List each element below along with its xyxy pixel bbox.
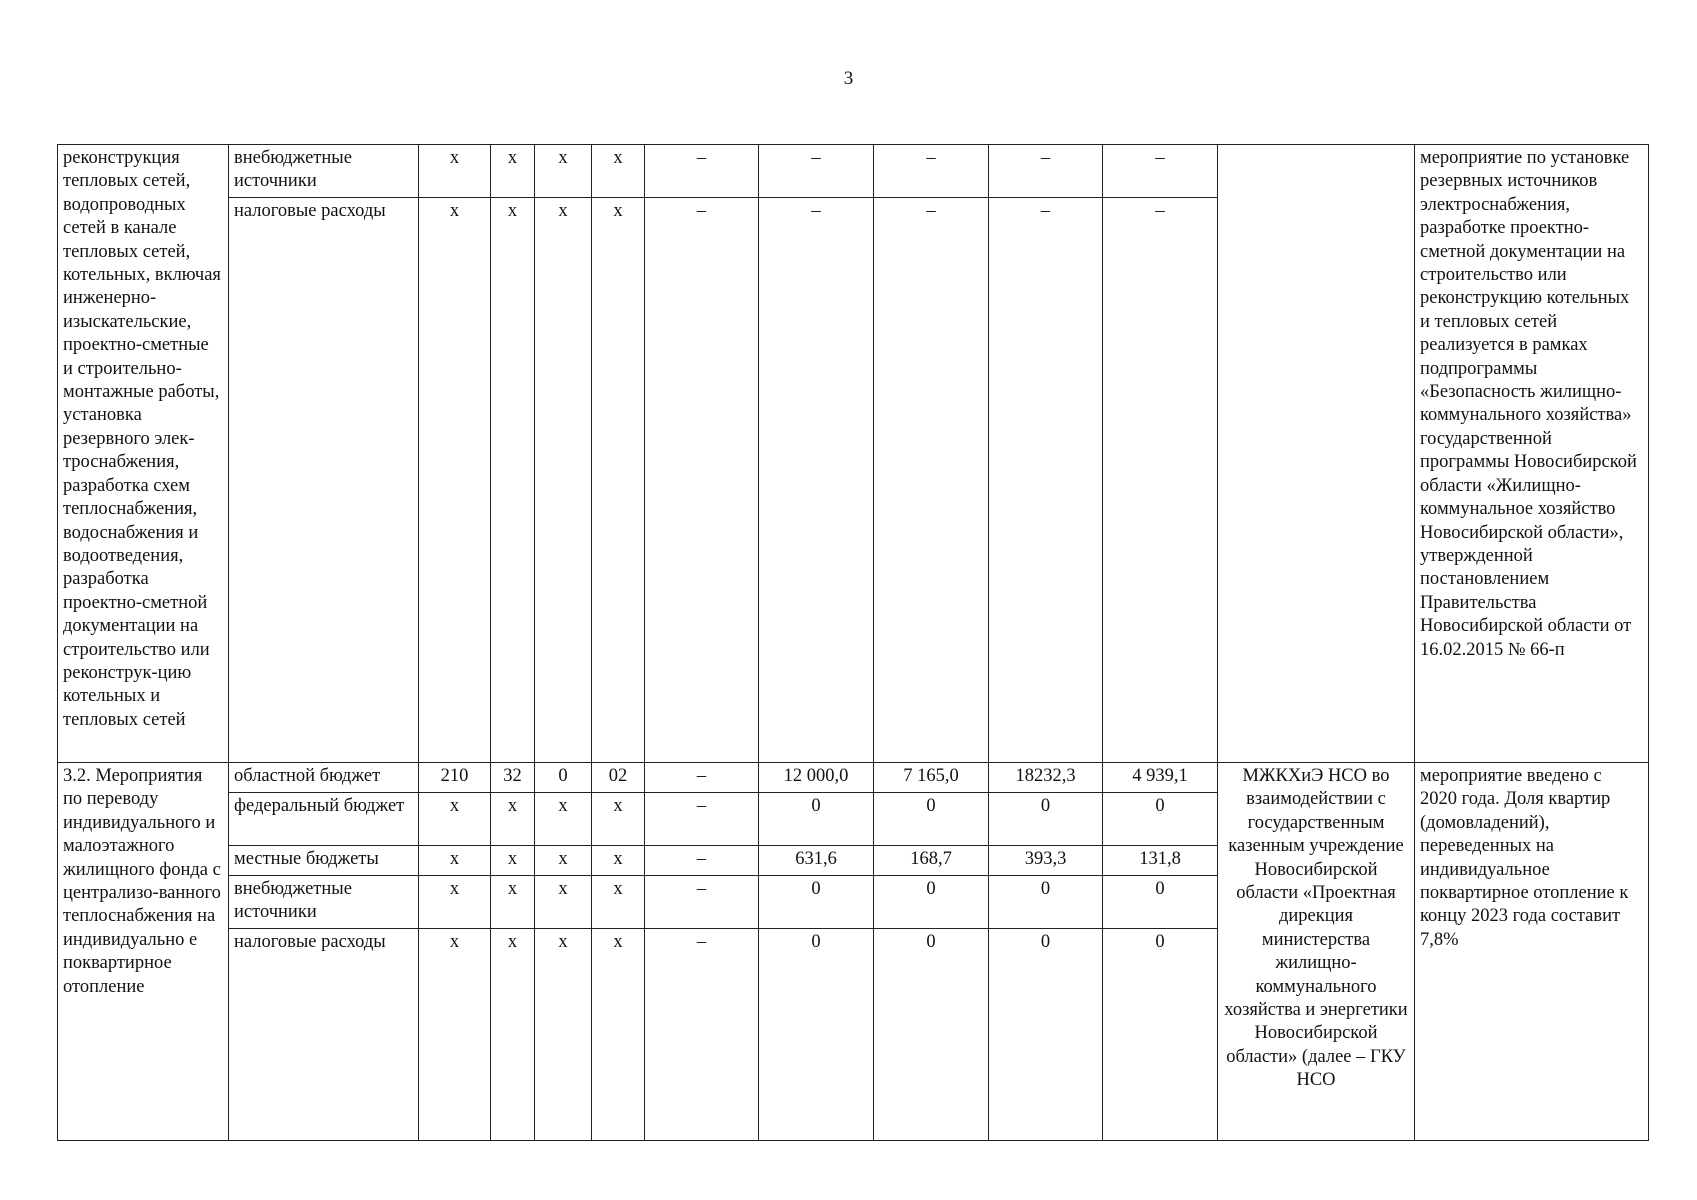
code-cell: х xyxy=(592,198,645,763)
code-cell: х xyxy=(592,793,645,846)
table-row xyxy=(58,763,1649,793)
amount-cell: 0 xyxy=(989,793,1103,846)
funding-source: внебюджетные источники xyxy=(229,145,419,198)
page-number: 3 xyxy=(843,68,854,89)
activity-description: 3.2. Мероприятия по переводу индивидуального и малоэтажного жилищного фонда с централизо-ванного теплоснабжения на индивидуально е поквартирное отопление xyxy=(58,763,229,1141)
note-cell: мероприятие введено с 2020 года. Доля квартир (домовладений), переведенных на индивидуальное поквартирное отопление к концу 2023 года составит 7,8% xyxy=(1415,763,1649,1141)
code-cell: х xyxy=(491,145,535,198)
code-cell: 02 xyxy=(592,763,645,793)
table-row xyxy=(58,145,1649,198)
code-cell: – xyxy=(645,876,759,929)
amount-cell: 0 xyxy=(759,876,874,929)
funding-source: федеральный бюджет xyxy=(229,793,419,846)
activity-description: реконструкция тепловых сетей, водопроводных сетей в канале тепловых сетей, котельных, включая инженерно-изыскательские, проектно-сметные и строительно-монтажные работы, установка резервного элек-троснабжения, разработка схем теплоснабжения, водоснабжения и водоотведения, разработка проектно-сметной документации на строительство или реконструк-цию котельных и тепловых сетей xyxy=(58,145,229,763)
code-cell: – xyxy=(645,929,759,1141)
amount-cell: 18232,3 xyxy=(989,763,1103,793)
code-cell: х xyxy=(592,929,645,1141)
code-cell: х xyxy=(419,145,491,198)
executor-cell: МЖКХиЭ НСО во взаимодействии с государственным казенным учреждение Новосибирской области «Проектная дирекция министерства жилищно-коммунального хозяйства и энергетики Новосибирской области» (далее – ГКУ НСО xyxy=(1218,763,1415,1141)
code-cell: х xyxy=(535,793,592,846)
code-cell: х xyxy=(535,846,592,876)
code-cell: х xyxy=(491,198,535,763)
code-cell: 32 xyxy=(491,763,535,793)
code-cell: х xyxy=(535,876,592,929)
code-cell: – xyxy=(645,793,759,846)
amount-cell: 168,7 xyxy=(874,846,989,876)
code-cell: х xyxy=(535,929,592,1141)
code-cell: х xyxy=(592,145,645,198)
amount-cell: – xyxy=(1103,145,1218,198)
amount-cell: 4 939,1 xyxy=(1103,763,1218,793)
program-activities-table xyxy=(57,144,1649,1141)
amount-cell: 0 xyxy=(759,929,874,1141)
code-cell: 210 xyxy=(419,763,491,793)
code-cell: – xyxy=(645,846,759,876)
code-cell: х xyxy=(419,793,491,846)
code-cell: х xyxy=(535,145,592,198)
amount-cell: – xyxy=(874,198,989,763)
code-cell: х xyxy=(491,793,535,846)
code-cell: х xyxy=(535,198,592,763)
amount-cell: – xyxy=(759,198,874,763)
amount-cell: 0 xyxy=(1103,929,1218,1141)
funding-source: областной бюджет xyxy=(229,763,419,793)
amount-cell: 0 xyxy=(1103,793,1218,846)
amount-cell: 393,3 xyxy=(989,846,1103,876)
amount-cell: 12 000,0 xyxy=(759,763,874,793)
amount-cell: – xyxy=(1103,198,1218,763)
amount-cell: – xyxy=(989,145,1103,198)
amount-cell: – xyxy=(874,145,989,198)
code-cell: – xyxy=(645,145,759,198)
code-cell: х xyxy=(491,876,535,929)
code-cell: х xyxy=(419,198,491,763)
code-cell: 0 xyxy=(535,763,592,793)
executor-cell xyxy=(1218,145,1415,763)
amount-cell: 0 xyxy=(874,929,989,1141)
code-cell: х xyxy=(419,846,491,876)
code-cell: х xyxy=(592,846,645,876)
funding-source: налоговые расходы xyxy=(229,929,419,1141)
funding-source: местные бюджеты xyxy=(229,846,419,876)
code-cell: х xyxy=(419,876,491,929)
funding-source: налоговые расходы xyxy=(229,198,419,763)
code-cell: – xyxy=(645,198,759,763)
code-cell: х xyxy=(592,876,645,929)
amount-cell: 7 165,0 xyxy=(874,763,989,793)
amount-cell: – xyxy=(759,145,874,198)
code-cell: х xyxy=(491,929,535,1141)
amount-cell: 131,8 xyxy=(1103,846,1218,876)
amount-cell: – xyxy=(989,198,1103,763)
code-cell: х xyxy=(491,846,535,876)
amount-cell: 0 xyxy=(759,793,874,846)
amount-cell: 0 xyxy=(989,929,1103,1141)
funding-source: внебюджетные источники xyxy=(229,876,419,929)
code-cell: х xyxy=(419,929,491,1141)
amount-cell: 0 xyxy=(1103,876,1218,929)
amount-cell: 0 xyxy=(874,793,989,846)
note-cell: мероприятие по установке резервных источников электроснабжения, разработке проектно-сметной документации на строительство или реконструкцию котельных и тепловых сетей реализуется в рамках подпрограммы «Безопасность жилищно-коммунального хозяйства» государственной программы Новосибирской области «Жилищно-коммунальное хозяйство Новосибирской области», утвержденной постановлением Правительства Новосибирской области от 16.02.2015 № 66-п xyxy=(1415,145,1649,763)
amount-cell: 631,6 xyxy=(759,846,874,876)
amount-cell: 0 xyxy=(874,876,989,929)
code-cell: – xyxy=(645,763,759,793)
amount-cell: 0 xyxy=(989,876,1103,929)
